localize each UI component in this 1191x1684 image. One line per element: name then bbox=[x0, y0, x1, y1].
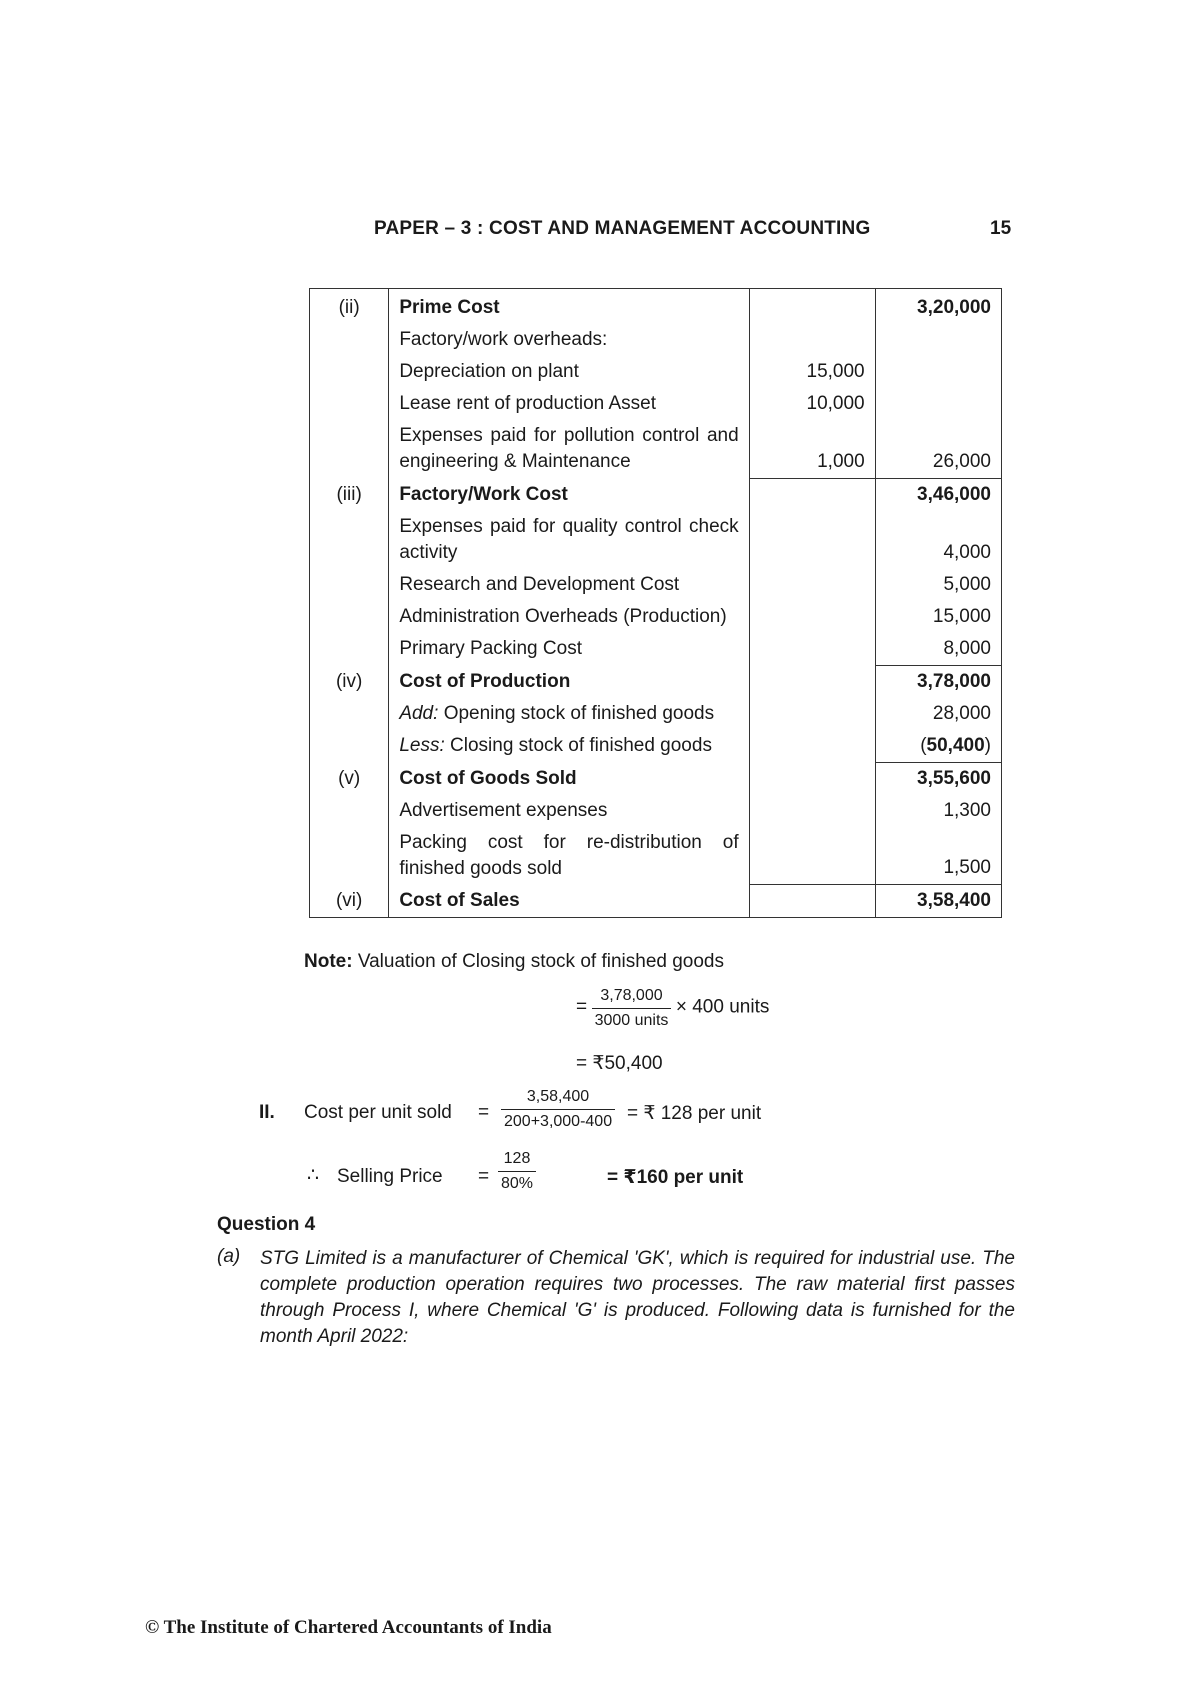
note-line bbox=[304, 951, 724, 973]
row-particular-line1: Expenses paid for pollution control and bbox=[399, 425, 739, 446]
table-row bbox=[310, 569, 1002, 601]
row-particular: Depreciation on plant bbox=[389, 356, 749, 388]
table-row bbox=[310, 885, 1002, 918]
table-row bbox=[310, 827, 1002, 885]
cost-per-unit-denominator: 200+3,000-400 bbox=[504, 1113, 613, 1130]
eq1-denominator: 3000 units bbox=[594, 1012, 669, 1029]
selling-price-fraction bbox=[498, 1150, 536, 1193]
table-row bbox=[310, 356, 1002, 388]
row-amount-2: 28,000 bbox=[875, 698, 1001, 730]
row-amount-1 bbox=[749, 569, 875, 601]
table-row bbox=[310, 762, 1002, 795]
row-particular-text: Opening stock of finished goods bbox=[443, 702, 715, 724]
row-number bbox=[310, 795, 389, 827]
eq1-suffix: × 400 units bbox=[675, 996, 770, 1018]
footer-copyright: © The Institute of Chartered Accountants of India bbox=[145, 1617, 552, 1638]
selling-price-result: = ₹160 per unit bbox=[607, 1167, 744, 1188]
page-header-title: PAPER – 3 : COST AND MANAGEMENT ACCOUNTING bbox=[374, 218, 871, 239]
table-row bbox=[310, 420, 1002, 478]
row-particular: Advertisement expenses bbox=[389, 795, 749, 827]
row-amount-2: 3,55,600 bbox=[875, 762, 1001, 795]
selling-price-label: Selling Price bbox=[337, 1166, 443, 1187]
row-number bbox=[310, 633, 389, 666]
row-particular-line2: engineering & Maintenance bbox=[399, 451, 631, 472]
row-number: (iv) bbox=[310, 665, 389, 698]
row-amount-1 bbox=[749, 289, 875, 325]
row-amount-2: (50,400) bbox=[875, 730, 1001, 763]
row-particular: Factory/Work Cost bbox=[389, 478, 749, 511]
row-number: (iii) bbox=[310, 478, 389, 511]
row-amount-1: 10,000 bbox=[749, 388, 875, 420]
row-amount-1 bbox=[749, 665, 875, 698]
row-number bbox=[310, 324, 389, 356]
row-amount-2: 4,000 bbox=[875, 511, 1001, 569]
row-particular bbox=[389, 511, 749, 569]
question-part-label: (a) bbox=[217, 1246, 241, 1267]
row-amount-2: 1,300 bbox=[875, 795, 1001, 827]
question-text: STG Limited is a manufacturer of Chemical 'GK', which is required for industrial use. The complete production operation requires two processes. The raw material first passes through Process I, where Chemical 'G' is produced. Following data is furnished for the month April 2022: bbox=[260, 1248, 1015, 1347]
row-number bbox=[310, 827, 389, 885]
row-amount-2: 26,000 bbox=[875, 420, 1001, 478]
row-particular bbox=[389, 827, 749, 885]
selling-price-eq-sign: = bbox=[478, 1166, 490, 1187]
row-amount-2: 3,20,000 bbox=[875, 289, 1001, 325]
row-particular: Administration Overheads (Production) bbox=[389, 601, 749, 633]
row-prefix: Less: bbox=[399, 735, 445, 756]
row-number bbox=[310, 356, 389, 388]
table-row bbox=[310, 324, 1002, 356]
row-number bbox=[310, 511, 389, 569]
row-amount-2: 1,500 bbox=[875, 827, 1001, 885]
row-number: (v) bbox=[310, 762, 389, 795]
row-amount-2-value: 50,400 bbox=[926, 734, 985, 756]
row-particular: Prime Cost bbox=[389, 289, 749, 325]
row-number bbox=[310, 388, 389, 420]
row-particular: Cost of Sales bbox=[389, 885, 749, 918]
row-amount-1 bbox=[749, 795, 875, 827]
row-amount-1 bbox=[749, 698, 875, 730]
row-particular: Lease rent of production Asset bbox=[389, 388, 749, 420]
note-equation-1 bbox=[576, 987, 769, 1030]
page-number: 15 bbox=[990, 218, 1012, 239]
row-number: (ii) bbox=[310, 289, 389, 325]
table-row bbox=[310, 795, 1002, 827]
note-label: Note: bbox=[304, 951, 353, 972]
row-amount-2 bbox=[875, 356, 1001, 388]
row-amount-1 bbox=[749, 511, 875, 569]
row-amount-2: 8,000 bbox=[875, 633, 1001, 666]
row-particular bbox=[389, 420, 749, 478]
row-amount-1 bbox=[749, 730, 875, 763]
eq1-prefix: = bbox=[576, 996, 588, 1018]
row-amount-1: 1,000 bbox=[749, 420, 875, 478]
question-heading: Question 4 bbox=[217, 1214, 316, 1235]
row-particular-line2: activity bbox=[399, 541, 458, 563]
row-amount-1 bbox=[749, 478, 875, 511]
row-amount-1 bbox=[749, 633, 875, 666]
row-amount-1 bbox=[749, 762, 875, 795]
row-amount-2 bbox=[875, 324, 1001, 356]
table-row bbox=[310, 289, 1002, 325]
section-ii-label: II. bbox=[259, 1102, 275, 1123]
row-particular: Primary Packing Cost bbox=[389, 633, 749, 666]
row-amount-1: 15,000 bbox=[749, 356, 875, 388]
row-particular bbox=[389, 730, 749, 763]
cost-per-unit-fraction bbox=[501, 1088, 615, 1131]
note-text: Valuation of Closing stock of finished goods bbox=[357, 951, 724, 972]
row-number: (vi) bbox=[310, 885, 389, 918]
table-row bbox=[310, 601, 1002, 633]
selling-price-numerator: 128 bbox=[498, 1150, 536, 1172]
row-prefix: Add: bbox=[399, 702, 439, 724]
row-particular: Factory/work overheads: bbox=[389, 324, 749, 356]
row-particular: Cost of Goods Sold bbox=[389, 762, 749, 795]
row-number bbox=[310, 730, 389, 763]
therefore-symbol: ∴ bbox=[307, 1165, 320, 1186]
row-amount-2 bbox=[875, 388, 1001, 420]
row-amount-1 bbox=[749, 601, 875, 633]
cost-sheet-table bbox=[309, 288, 1002, 918]
row-amount-2: 3,78,000 bbox=[875, 665, 1001, 698]
row-amount-2: 3,46,000 bbox=[875, 478, 1001, 511]
note-equation-2: = ₹50,400 bbox=[576, 1053, 663, 1074]
table-row bbox=[310, 511, 1002, 569]
row-number bbox=[310, 569, 389, 601]
row-number bbox=[310, 601, 389, 633]
row-particular: Research and Development Cost bbox=[389, 569, 749, 601]
selling-price-denominator: 80% bbox=[501, 1175, 534, 1192]
row-amount-1 bbox=[749, 885, 875, 918]
row-particular bbox=[389, 698, 749, 730]
row-particular: Cost of Production bbox=[389, 665, 749, 698]
table-row bbox=[310, 698, 1002, 730]
row-amount-2: 5,000 bbox=[875, 569, 1001, 601]
table-row bbox=[310, 730, 1002, 763]
eq1-numerator: 3,78,000 bbox=[592, 987, 672, 1009]
cost-per-unit-eq-sign: = bbox=[478, 1102, 490, 1123]
row-particular-line1: Packing cost for re-distribution of bbox=[399, 831, 739, 853]
row-amount-1 bbox=[749, 827, 875, 885]
cost-per-unit-numerator: 3,58,400 bbox=[501, 1088, 615, 1110]
row-amount-2: 3,58,400 bbox=[875, 885, 1001, 918]
cost-per-unit-label: Cost per unit sold bbox=[304, 1102, 452, 1123]
table-row bbox=[310, 388, 1002, 420]
cost-per-unit-result: = ₹ 128 per unit bbox=[627, 1103, 762, 1124]
row-particular-text: Closing stock of finished goods bbox=[450, 735, 712, 756]
table-row bbox=[310, 665, 1002, 698]
row-particular-line2: finished goods sold bbox=[399, 857, 562, 879]
eq1-fraction bbox=[592, 987, 672, 1030]
table-row bbox=[310, 478, 1002, 511]
row-number bbox=[310, 698, 389, 730]
table-row bbox=[310, 633, 1002, 666]
row-number bbox=[310, 420, 389, 478]
row-amount-2: 15,000 bbox=[875, 601, 1001, 633]
row-particular-line1: Expenses paid for quality control check bbox=[399, 515, 739, 537]
row-amount-1 bbox=[749, 324, 875, 356]
